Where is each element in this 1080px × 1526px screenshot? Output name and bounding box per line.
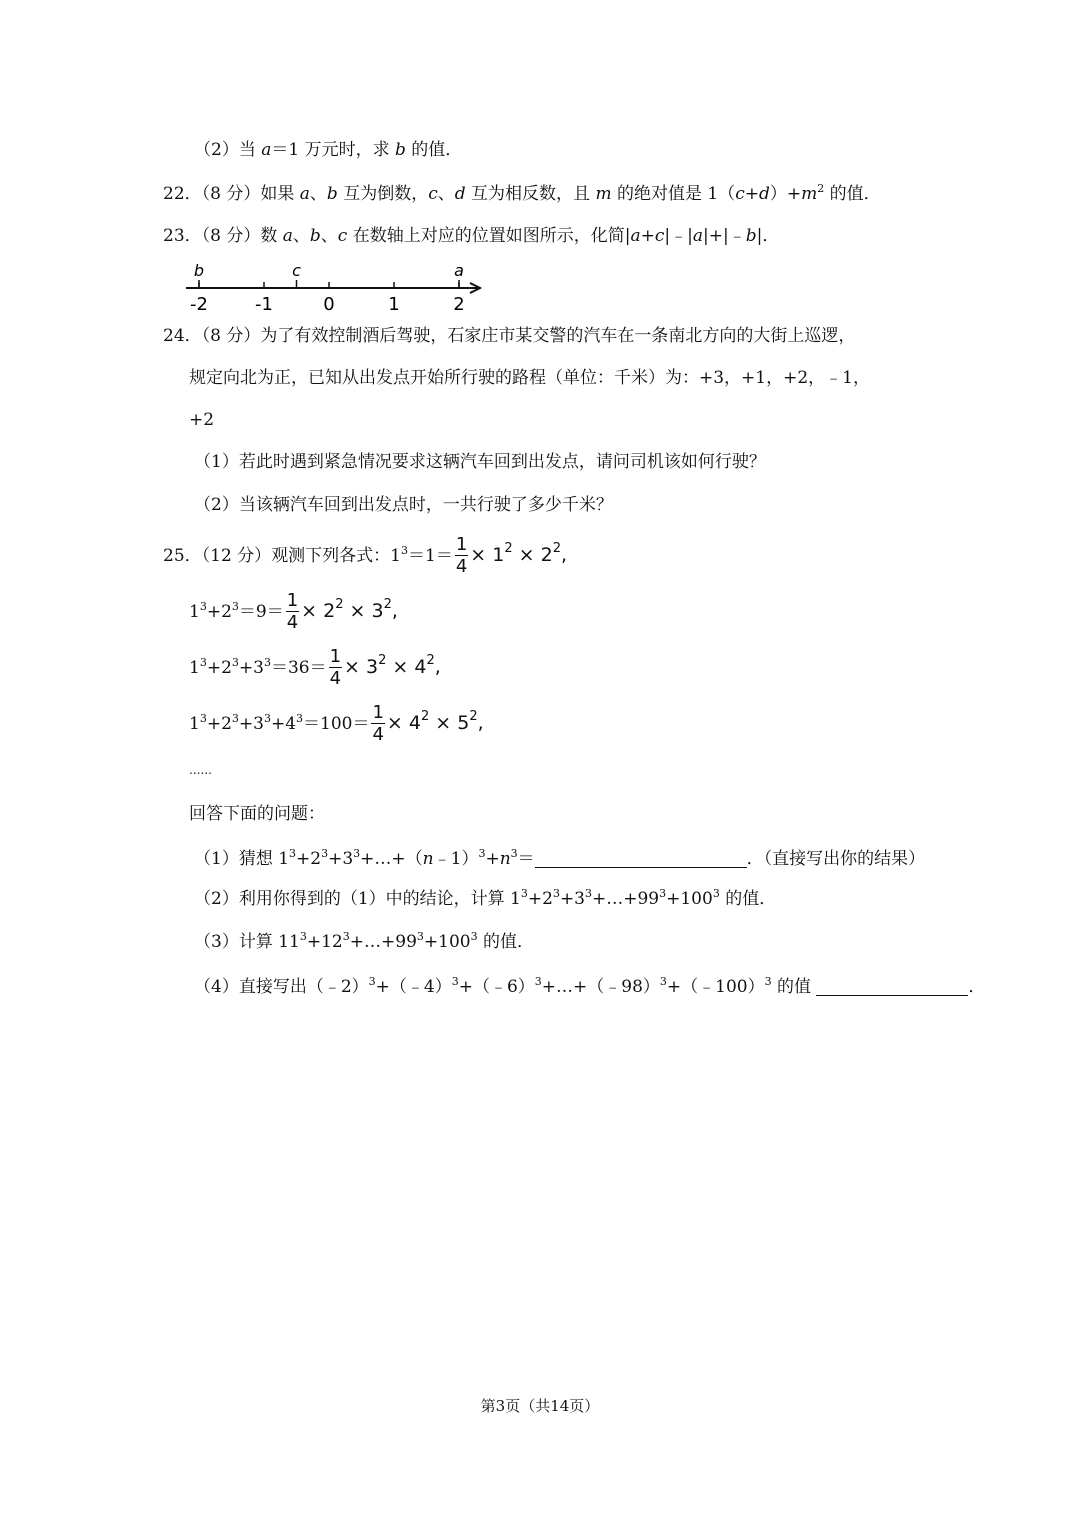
q24-line3: +2 <box>189 410 215 430</box>
number-line-point-c-label: c <box>292 261 301 280</box>
q25-part4: （4）直接写出（﹣2）$^3$+（﹣4）$^3$+（﹣6）$^3$+…+（﹣98）$^3$+（﹣100）$^3$ 的值 ． <box>194 975 986 997</box>
q25-formula-2: $1^3+2^3=9=$ $\frac{1}{4}$ × $2^2 \times 3^2$, <box>189 590 398 633</box>
page-footer: 第3页（共14页） <box>480 1397 600 1415</box>
number-line-point-b-label: b <box>193 261 205 280</box>
q22-text: 22．（8 分）如果 a、b 互为倒数，c、d 互为相反数，且 m 的绝对值是 $1(c+d)+m^2$ 的值． <box>163 182 881 204</box>
q25-answer-prompt: 回答下面的问题： <box>189 804 325 824</box>
q23-text: 23．（8 分）数 a、b、c 在数轴上对应的位置如图所示，化简|a+c|﹣|a|+|﹣b|． <box>163 226 780 246</box>
q21-part2: （2）当 a＝1 万元时，求 b 的值． <box>194 140 463 160</box>
q25-part1-answer-blank[interactable] <box>535 849 747 868</box>
q25-ellipsis: ...... <box>189 763 212 777</box>
q25-part2: （2）利用你得到的（1）中的结论，计算 $1^3+2^3+3^3+\dots+99^3+100^3$ 的值． <box>194 887 777 909</box>
number-line-tick-label: 2 <box>453 294 465 315</box>
q24-line2: 规定向北为正，已知从出发点开始所行驶的路程（单位：千米）为：+3，+1，+2，﹣1， <box>189 368 870 388</box>
q24-line1: 24．（8 分）为了有效控制酒后驾驶，石家庄市某交警的汽车在一条南北方向的大街上巡逻， <box>163 326 856 346</box>
q25-part1: （1）猜想 $1^3+2^3+3^3+\dots+(n﹣1)^3+n^3=$ ．（直接写出你的结果） <box>194 847 926 869</box>
number-line-tick-label: -2 <box>190 294 208 315</box>
number-line-tick-label: 1 <box>388 294 400 315</box>
q24-part2: （2）当该辆汽车回到出发点时，一共行驶了多少千米？ <box>194 495 613 515</box>
number-line-tick-label: -1 <box>255 294 273 315</box>
number-line-point-a-label: a <box>454 261 464 280</box>
q25-part4-answer-blank[interactable] <box>816 977 968 996</box>
q25-part3: （3）计算 $11^3+12^3+\dots+99^3+100^3$ 的值． <box>194 930 534 952</box>
q25-formula-4: $1^3+2^3+3^3+4^3=100=$ $\frac{1}{4}$ × $4^2 \times 5^2$, <box>189 702 484 745</box>
number-line <box>180 258 490 316</box>
q25-intro: 25．（12 分）观测下列各式：$1^3=1=$ $\frac{1}{4}$ × $1^2 \times 2^2$, <box>163 534 568 577</box>
q24-part1: （1）若此时遇到紧急情况要求这辆汽车回到出发点，请问司机该如何行驶？ <box>194 452 766 472</box>
q25-formula-3: $1^3+2^3+3^3=36=$ $\frac{1}{4}$ × $3^2 \times 4^2$, <box>189 646 441 689</box>
number-line-tick-label: 0 <box>323 294 335 315</box>
